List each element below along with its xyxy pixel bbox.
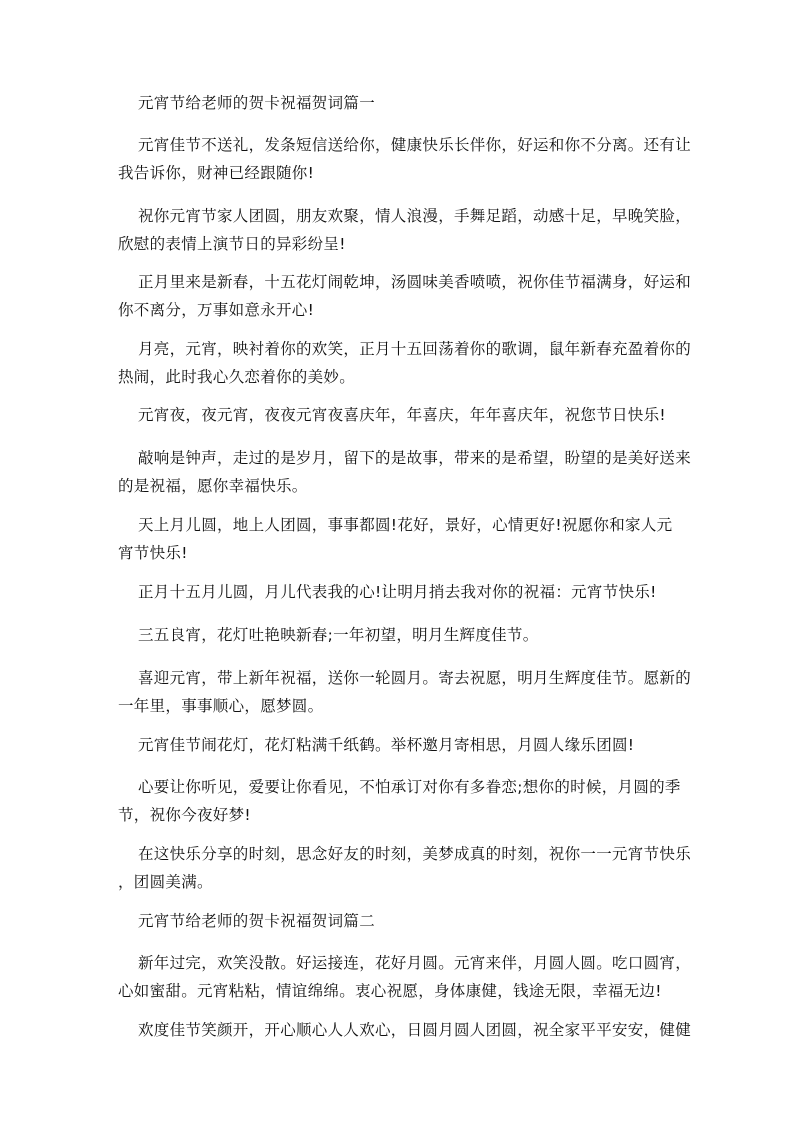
paragraph-line: 正月里来是新春，十五花灯闹乾坤，汤圆味美香喷喷，祝你佳节福满身，好运和 — [138, 273, 692, 291]
paragraph-line: 元宵夜，夜元宵，夜夜元宵夜喜庆年，年喜庆，年年喜庆年，祝您节日快乐! — [138, 406, 666, 424]
paragraph-line: 的是祝福，愿你幸福快乐。 — [118, 477, 308, 495]
paragraph-line: 敲响是钟声，走过的是岁月，留下的是故事，带来的是希望，盼望的是美好送来 — [138, 449, 692, 467]
paragraph — [118, 444, 718, 500]
paragraph-line: 热闹，此时我心久恋着你的美妙。 — [118, 368, 356, 386]
paragraph-line: 喜迎元宵，带上新年祝福，送你一轮圆月。寄去祝愿，明月生辉度佳节。愿新的 — [138, 669, 692, 687]
paragraph-line: 节，祝你今夜好梦! — [118, 806, 251, 824]
paragraph-line: 月亮，元宵，映衬着你的欢笑，正月十五回荡着你的歌调，鼠年新春充盈着你的 — [138, 340, 692, 358]
section-heading: 元宵节给老师的贺卡祝福贺词篇一 — [138, 94, 376, 112]
paragraph-line: 你不离分，万事如意永开心! — [118, 301, 315, 319]
heading-part-two — [138, 907, 718, 935]
paragraph — [118, 268, 718, 324]
paragraph — [118, 202, 718, 258]
paragraph-line: 欢度佳节笑颜开，开心顺心人人欢心，日圆月圆人团圆，祝全家平平安安，健健 — [138, 1021, 692, 1039]
paragraph — [138, 731, 718, 759]
paragraph — [118, 773, 718, 829]
paragraph-line: 宵节快乐! — [118, 544, 188, 562]
heading-part-one — [138, 89, 718, 117]
paragraph — [138, 621, 718, 649]
paragraph — [138, 401, 718, 429]
paragraph-line: 正月十五月儿圆，月儿代表我的心!让明月捎去我对你的祝福：元宵节快乐! — [138, 583, 657, 601]
paragraph-line: ，团圆美满。 — [118, 873, 213, 891]
paragraph — [118, 840, 718, 896]
paragraph-line: 心如蜜甜。元宵粘粘，情谊绵绵。衷心祝愿，身体康健，钱途无限，幸福无边! — [118, 982, 662, 1000]
paragraph-line: 三五良宵，花灯吐艳映新春;一年初望，明月生辉度佳节。 — [138, 626, 539, 644]
paragraph-line: 天上月儿圆，地上人团圆，事事都圆!花好，景好，心情更好!祝愿你和家人元 — [138, 516, 673, 534]
paragraph — [118, 335, 718, 391]
paragraph — [138, 578, 718, 606]
paragraph-line: 一年里，事事顺心，愿梦圆。 — [118, 697, 324, 715]
paragraph-line: 新年过完，欢笑没散。好运接连，花好月圆。元宵来伴，月圆人圆。吃口圆宵， — [138, 954, 692, 972]
paragraph — [118, 131, 718, 187]
paragraph-line: 欣慰的表情上演节日的异彩纷呈! — [118, 235, 346, 253]
paragraph-line: 在这快乐分享的时刻，思念好友的时刻，美梦成真的时刻，祝你一一元宵节快乐 — [138, 845, 692, 863]
paragraph-line: 心要让你听见，爱要让你看见，不怕承订对你有多眷恋;想你的时候，月圆的季 — [138, 778, 681, 796]
paragraph-line: 我告诉你，财神已经跟随你! — [118, 164, 315, 182]
paragraph — [118, 949, 718, 1005]
paragraph-line: 元宵佳节闹花灯，花灯粘满千纸鹤。举杯邀月寄相思，月圆人缘乐团圆! — [138, 736, 635, 754]
paragraph-line: 祝你元宵节家人团圆，朋友欢聚，情人浪漫，手舞足蹈，动感十足，早晚笑脸， — [138, 207, 692, 225]
paragraph — [118, 664, 718, 720]
paragraph — [138, 1016, 718, 1044]
section-heading: 元宵节给老师的贺卡祝福贺词篇二 — [138, 912, 376, 930]
paragraph — [118, 511, 718, 567]
paragraph-line: 元宵佳节不送礼，发条短信送给你，健康快乐长伴你，好运和你不分离。还有让 — [138, 136, 692, 154]
